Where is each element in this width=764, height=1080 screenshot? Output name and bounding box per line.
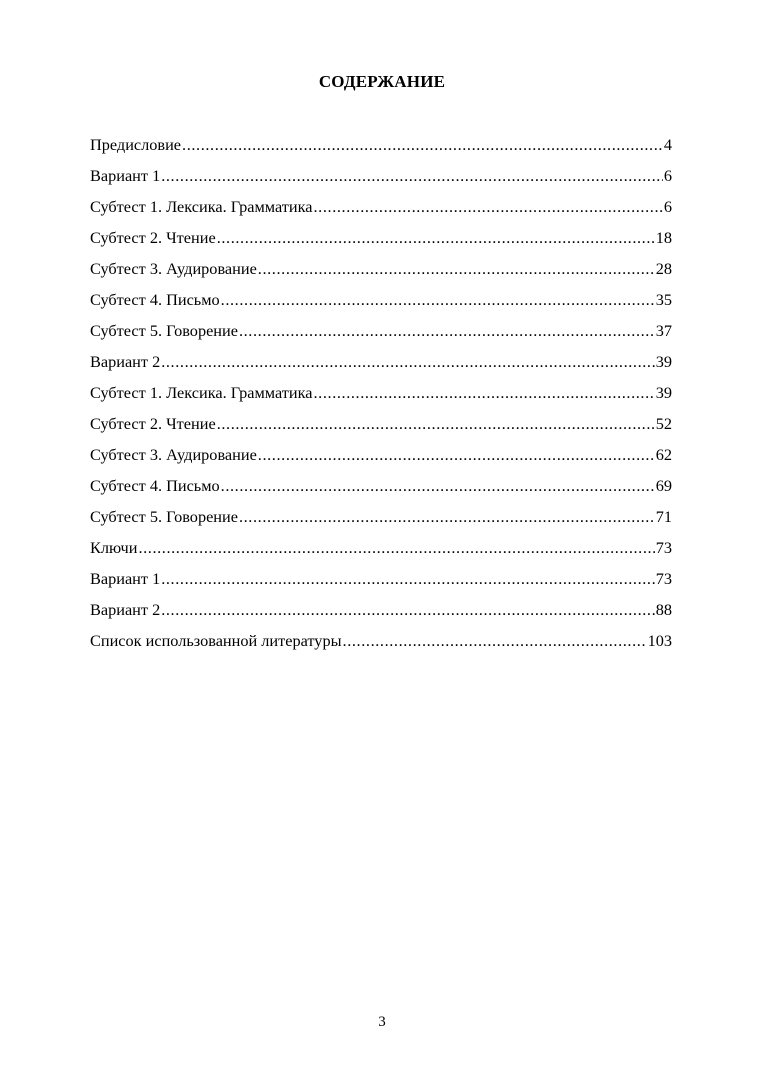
toc-entry-page: 4 [663, 135, 672, 154]
toc-entry[interactable] [90, 135, 672, 166]
toc-dot-leader [182, 135, 663, 155]
toc-entry[interactable] [90, 476, 672, 507]
toc-entry[interactable] [90, 538, 672, 569]
toc-entry-page: 52 [655, 414, 672, 433]
toc-entry-page: 6 [663, 197, 672, 216]
page-number: 3 [378, 1014, 386, 1030]
toc-entry[interactable] [90, 259, 672, 290]
toc-entry[interactable] [90, 383, 672, 414]
toc-entry-page: 69 [655, 476, 672, 495]
toc-dot-leader [314, 383, 655, 403]
toc-entry-page: 6 [663, 166, 672, 185]
toc-dot-leader [343, 631, 647, 651]
toc-entry-page: 62 [655, 445, 672, 464]
toc-entry-label: Субтест 4. Письмо [90, 476, 220, 495]
toc-entry-label: Субтест 1. Лексика. Грамматика [90, 197, 313, 216]
toc-dot-leader [161, 352, 655, 372]
toc-entry-page: 35 [655, 290, 672, 309]
toc-dot-leader [239, 321, 655, 341]
toc-entry-label: Предисловие [90, 135, 182, 154]
toc-entry-label: Вариант 1 [90, 569, 161, 588]
toc-entry[interactable] [90, 600, 672, 631]
toc-entry-label: Субтест 4. Письмо [90, 290, 220, 309]
toc-dot-leader [161, 569, 655, 589]
toc-dot-leader [138, 538, 654, 558]
table-of-contents [90, 135, 672, 662]
toc-entry-label: Вариант 2 [90, 600, 161, 619]
toc-entry[interactable] [90, 631, 672, 662]
toc-entry[interactable] [90, 507, 672, 538]
toc-dot-leader [258, 445, 655, 465]
toc-entry-page: 73 [655, 569, 672, 588]
toc-entry-page: 88 [655, 600, 672, 619]
toc-dot-leader [161, 600, 655, 620]
toc-dot-leader [258, 259, 655, 279]
toc-dot-leader [217, 228, 655, 248]
toc-entry-label: Субтест 1. Лексика. Грамматика [90, 383, 313, 402]
toc-entry-page: 103 [647, 631, 672, 650]
toc-entry-label: Вариант 2 [90, 352, 161, 371]
toc-entry-page: 39 [655, 352, 672, 371]
toc-entry[interactable] [90, 352, 672, 383]
toc-entry-label: Субтест 2. Чтение [90, 414, 216, 433]
toc-entry[interactable] [90, 414, 672, 445]
toc-entry-page: 39 [655, 383, 672, 402]
toc-dot-leader [161, 166, 663, 186]
toc-entry[interactable] [90, 445, 672, 476]
toc-entry-page: 28 [655, 259, 672, 278]
toc-entry-label: Субтест 3. Аудирование [90, 259, 257, 278]
toc-entry-page: 71 [655, 507, 672, 526]
toc-dot-leader [221, 290, 655, 310]
toc-entry-label: Субтест 5. Говорение [90, 321, 238, 340]
toc-entry[interactable] [90, 228, 672, 259]
toc-entry-label: Субтест 2. Чтение [90, 228, 216, 247]
toc-entry[interactable] [90, 166, 672, 197]
toc-entry-label: Субтест 3. Аудирование [90, 445, 257, 464]
toc-entry[interactable] [90, 290, 672, 321]
toc-entry[interactable] [90, 197, 672, 228]
toc-entry[interactable] [90, 569, 672, 600]
toc-dot-leader [314, 197, 663, 217]
toc-entry-label: Вариант 1 [90, 166, 161, 185]
toc-dot-leader [221, 476, 655, 496]
page-title: СОДЕРЖАНИЕ [318, 72, 446, 91]
toc-entry-page: 37 [655, 321, 672, 340]
toc-entry-label: Субтест 5. Говорение [90, 507, 238, 526]
toc-dot-leader [217, 414, 655, 434]
toc-entry-page: 73 [655, 538, 672, 557]
toc-dot-leader [239, 507, 655, 527]
toc-entry[interactable] [90, 321, 672, 352]
toc-entry-label: Ключи [90, 538, 138, 557]
toc-entry-label: Список использованной литературы [90, 631, 342, 650]
toc-entry-page: 18 [655, 228, 672, 247]
